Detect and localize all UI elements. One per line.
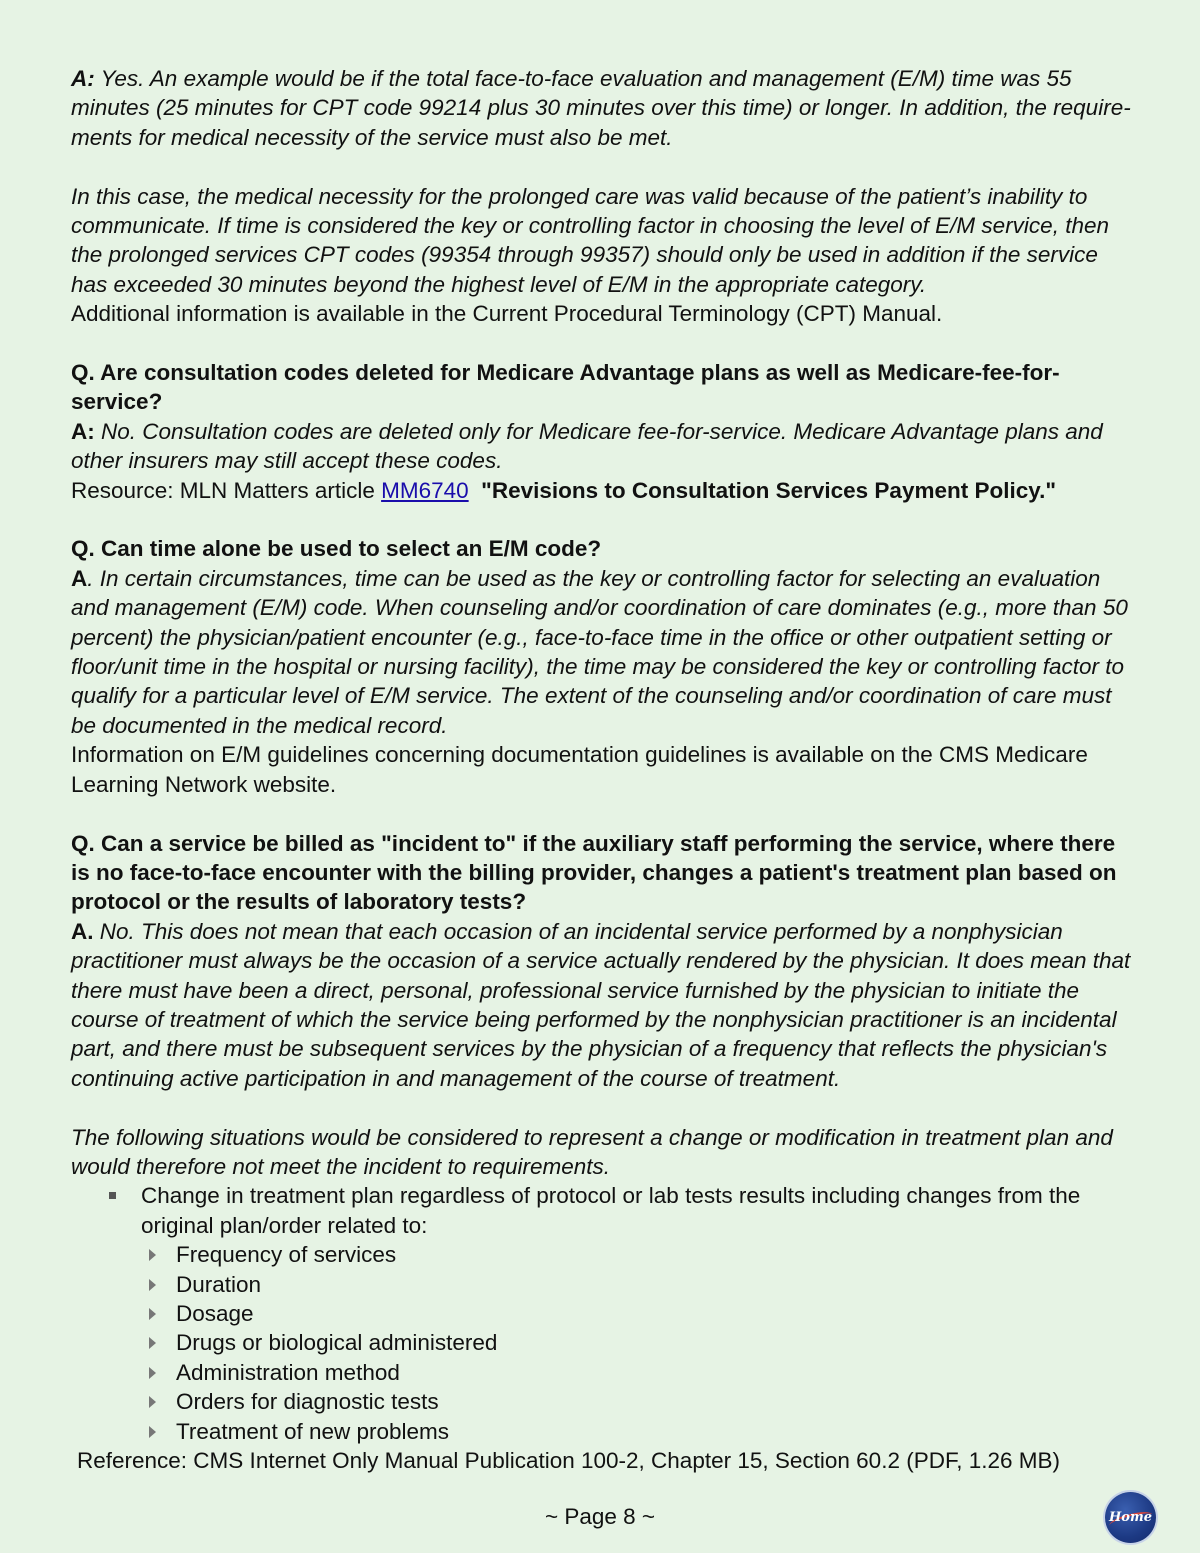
medical-necessity-paragraph: In this case, the medical necessity for the prolonged care was valid because of the patient’s inability to communicate. If time is considered the key or controlling factor in choosing the level of E/M service, then the prolonged services CPT codes (99354 through 99357) should only be used in addition if the service has exceeded 30 minutes beyond the highest level of E/M in the appropriate category.: [71, 183, 1109, 297]
answer-label: A: [71, 565, 88, 591]
list-item-text: Dosage: [176, 1300, 254, 1326]
question-incident-to: Q. Can a service be billed as "incident to" if the auxiliary staff performing the service, where there is no face-to-face encounter with the billing provider, changes a patient's treatment plan based on protocol or the results of laboratory tests?: [71, 830, 1117, 915]
answer-time-alone: [71, 564, 1133, 740]
resource-title: "Revisions to Consultation Services Payment Policy.": [481, 477, 1056, 503]
answer-incident-to: [71, 917, 1133, 1093]
list-item: [176, 1328, 1133, 1357]
list-item: [176, 1387, 1133, 1416]
list-item-text: Duration: [176, 1271, 262, 1297]
resource-prefix: Resource: MLN Matters article: [71, 477, 382, 503]
sub-list: [141, 1240, 1133, 1446]
triangle-bullet-icon: [149, 1367, 156, 1379]
answer-text: No. This does not mean that each occasion of an incidental service performed by a nonphysician practitioner must always be the occasion of a service actually rendered by the physician. It does mean that there must have been a direct, personal, professional service furnished by the physician to initiate the course of treatment of which the service being performed by the nonphysician practitioner is an incidental part, and there must be subsequent services by the physician of a frequency that reflects the physician's continuing active participation in and management of the course of treatment.: [71, 918, 1131, 1091]
change-list: [71, 1181, 1133, 1446]
list-item: [176, 1358, 1133, 1387]
triangle-bullet-icon: [149, 1308, 156, 1320]
list-item: [176, 1270, 1133, 1299]
answer-consultation-codes: [71, 417, 1133, 476]
list-item-text: Frequency of services: [176, 1242, 397, 1268]
mm6740-link[interactable]: MM6740: [381, 477, 469, 503]
home-button[interactable]: [1105, 1492, 1156, 1543]
triangle-bullet-icon: [149, 1337, 156, 1349]
triangle-bullet-icon: [149, 1249, 156, 1261]
list-item-text: Drugs or biological administered: [176, 1330, 498, 1356]
question-time-alone: Q. Can time alone be used to select an E/M code?: [71, 536, 602, 562]
situations-paragraph: The following situations would be considered to represent a change or modification in treatment plan and would therefore not meet the incident to requirements.: [71, 1124, 1113, 1179]
list-item-text: Change in treatment plan regardless of protocol or lab tests results including changes from the original plan/order related to:: [141, 1183, 1081, 1238]
page-number: ~ Page 8 ~: [544, 1504, 656, 1529]
em-guidelines-info: Information on E/M guidelines concerning documentation guidelines is available on the CMS Medicare Learning Network website.: [71, 742, 1088, 797]
answer-label: A:: [71, 66, 95, 91]
answer-text: . In certain circumstances, time can be used as the key or controlling factor for selecting an evaluation and management (E/M) code. When counseling and/or coordination of care dominates (e.g., more than 50 percent) the physician/patient encounter (e.g., face-to-face time in the office or other outpatient setting or floor/unit time in the hospital or nursing facility), the time may be considered the key or controlling factor to qualify for a particular level of E/M service. The extent of the counseling and/or coordination of care must be documented in the medical record.: [71, 565, 1128, 738]
question-consultation-codes: Q. Are consultation codes deleted for Medicare Advantage plans as well as Medicare-fee-for-service?: [71, 360, 1060, 415]
reference-line: Reference: CMS Internet Only Manual Publication 100-2, Chapter 15, Section 60.2 (PDF, 1.26 MB): [77, 1448, 1061, 1474]
document-body: [71, 64, 1133, 1475]
cpt-manual-info: Additional information is available in the Current Procedural Terminology (CPT) Manual.: [71, 301, 943, 327]
answer-label: A.: [71, 918, 94, 944]
list-item-text: Treatment of new problems: [176, 1418, 450, 1444]
list-item-text: Orders for diagnostic tests: [176, 1389, 439, 1415]
triangle-bullet-icon: [149, 1426, 156, 1438]
triangle-bullet-icon: [149, 1279, 156, 1291]
list-item: [141, 1181, 1133, 1446]
list-item: [176, 1417, 1133, 1446]
home-label: Home: [1109, 1510, 1152, 1525]
triangle-bullet-icon: [149, 1396, 156, 1408]
answer-text: No. Consultation codes are deleted only for Medicare fee-for-service. Medicare Advantage plans and other insurers may still accept these codes.: [71, 418, 1103, 474]
answer-text: Yes. An example would be if the total face-to-face evaluation and management (E/M) time was 55 minutes (25 minutes for CPT code 99214 plus 30 minutes over this time) or longer. In addition, the require-ments for medical necessity of the service must also be met.: [71, 66, 1131, 150]
answer-label: A:: [71, 418, 95, 444]
answer-prolonged-services: [71, 64, 1133, 152]
list-item: [176, 1240, 1133, 1269]
list-item: [176, 1299, 1133, 1328]
list-item-text: Administration method: [176, 1359, 400, 1385]
resource-line: [71, 476, 1133, 505]
